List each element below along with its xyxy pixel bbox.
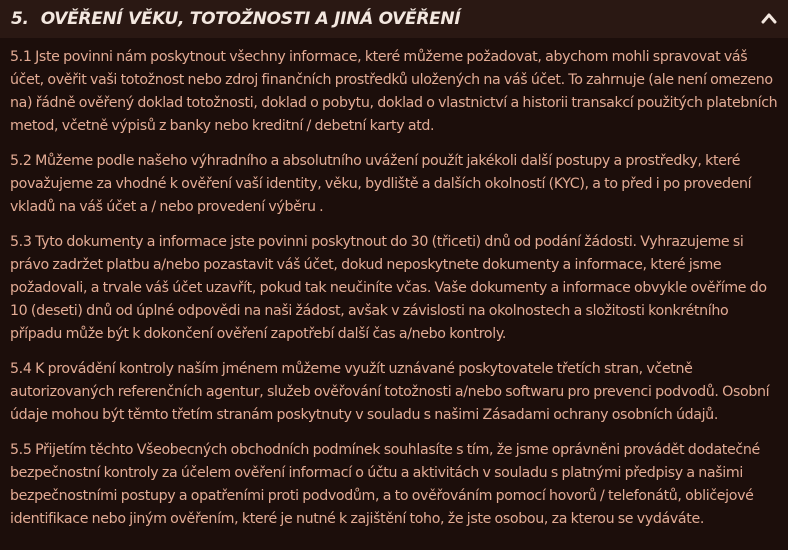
section-content <box>10 46 778 543</box>
section-title <box>11 9 460 29</box>
paragraph-5-1: 5.1 Jste povinni nám poskytnout všechny informace, které můžeme požadovat, abychom mohli spravovat váš účet, ověřit vaši totožnost nebo zdroj finančních prostředků uložených na váš účet. To zahrnuje (ale není omezeno na) řádně ověřený doklad totožnosti, doklad o pobytu, doklad o vlastnictví a historii transakcí použitých platebních metod, včetně výpisů z banky nebo kreditní / debetní karty atd. <box>10 49 778 134</box>
paragraph-5-5: 5.5 Přijetím těchto Všeobecných obchodních podmínek souhlasíte s tím, že jsme oprávněni provádět dodatečné bezpečnostní kontroly za účelem ověření informací o účtu a aktivitách v souladu s platnými předpisy a našimi bezpečnostními postupy a opatřeními proti podvodům, a to ověřováním pomocí hovorů / telefonátů, obličejové identifikace nebo jiným ověřením, které je nutné k zajištění toho, že jste osobou, za kterou se vydáváte. <box>10 442 760 527</box>
section-title-text: OVĚŘENÍ VĚKU, TOTOŽNOSTI A JINÁ OVĚŘENÍ <box>40 9 461 29</box>
section-number: 5. <box>11 9 29 29</box>
accordion-header[interactable] <box>0 0 788 38</box>
paragraph-5-3: 5.3 Tyto dokumenty a informace jste povinni poskytnout do 30 (třiceti) dnů od podání žádosti. Vyhrazujeme si právo zadržet platbu a/nebo pozastavit váš účet, dokud neposkytnete dokumenty a informace, které jsme požadovali, a trvale váš účet uzavřít, pokud tak neučiníte včas. Vaše dokumenty a informace obvykle ověříme do 10 (deseti) dnů od úplné odpovědi na naši žádost, avšak v závislosti na okolnostech a složitosti konkrétního případu může být k dokončení ověření zapotřebí další čas a/nebo kontroly. <box>10 234 767 342</box>
paragraph-5-2: 5.2 Můžeme podle našeho výhradního a absolutního uvážení použít jakékoli další postupy a prostředky, které považujeme za vhodné k ověření vaší identity, věku, bydliště a dalších okolností (KYC), a to před i po provedení vkladů na váš účet a / nebo provedení výběru . <box>10 153 752 215</box>
chevron-up-icon[interactable] <box>760 11 778 25</box>
paragraph-5-4: 5.4 K provádění kontroly naším jménem můžeme využít uznávané poskytovatele třetích stran, včetně autorizovaných referenčních agentur, služeb ověřování totožnosti a/nebo softwaru pro prevenci podvodů. Osobní údaje mohou být těmto třetím stranám poskytnuty v souladu s našimi Zásadami ochrany osobních údajů. <box>10 361 770 423</box>
